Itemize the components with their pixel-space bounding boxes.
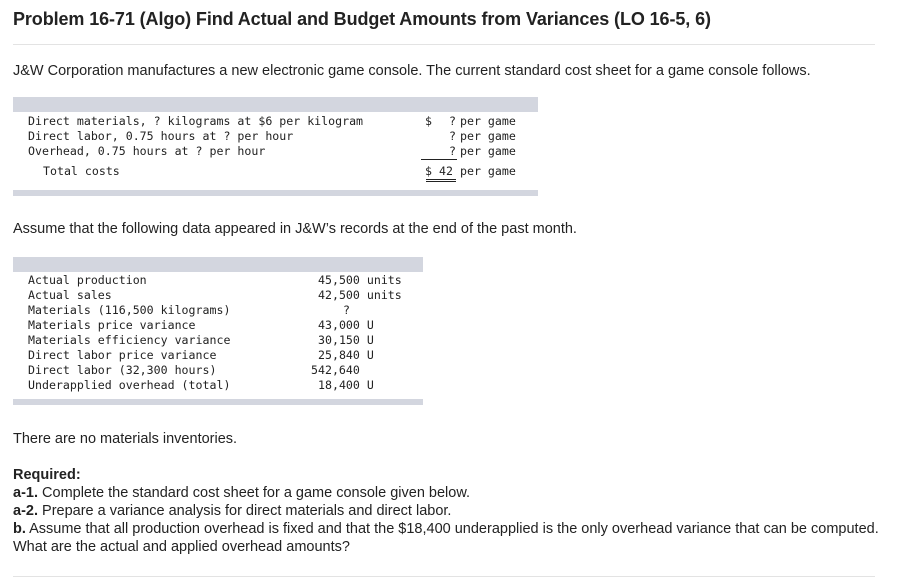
cost-row-label: Direct labor, 0.75 hours at ? per hour (28, 129, 294, 143)
required-item-text: Prepare a variance analysis for direct materials and direct labor. (38, 503, 452, 519)
cost-row-dollar: $ (425, 114, 432, 128)
records-table (13, 257, 423, 407)
record-value: 25,840 U (318, 348, 374, 362)
record-label: Actual production (28, 273, 147, 287)
cost-row-label: Overhead, 0.75 hours at ? per hour (28, 144, 266, 158)
required-item-tag: a-2. (13, 503, 38, 519)
total-label: Total costs (43, 164, 120, 178)
intro-text: J&W Corporation manufactures a new electronic game console. The current standard cost sheet for a game console follows. (13, 63, 811, 79)
record-value: 43,000 U (318, 318, 374, 332)
record-value: 42,500 units (318, 288, 402, 302)
required-heading: Required: (13, 467, 81, 483)
subtotal-underline (421, 159, 457, 160)
record-label: Materials price variance (28, 318, 196, 332)
required-item (13, 502, 888, 520)
required-item (13, 520, 888, 556)
cost-row-unit: per game (460, 144, 516, 158)
required-section (13, 466, 888, 556)
problem-title: Problem 16-71 (Algo) Find Actual and Budget Amounts from Variances (LO 16-5, 6) (13, 9, 711, 29)
total-double-underline (426, 179, 456, 180)
table-footer-bar (13, 399, 423, 405)
cost-row-label: Direct materials, ? kilograms at $6 per kilogram (28, 114, 364, 128)
cost-row-amount: ? (449, 129, 456, 143)
record-value: ? (343, 303, 350, 317)
record-label: Direct labor price variance (28, 348, 217, 362)
required-item-tag: b. (13, 521, 26, 537)
table-header-bar (13, 257, 423, 272)
cost-row-amount: ? (449, 144, 456, 158)
total-amount: $ 42 (425, 164, 453, 178)
record-label: Underapplied overhead (total) (28, 378, 231, 392)
total-double-underline (426, 181, 456, 182)
standard-cost-sheet (13, 97, 538, 197)
required-item (13, 484, 888, 502)
record-label: Materials (116,500 kilograms) (28, 303, 231, 317)
assume-text: Assume that the following data appeared in J&W’s records at the end of the past month. (13, 221, 577, 237)
cost-row-unit: per game (460, 114, 516, 128)
record-label: Materials efficiency variance (28, 333, 231, 347)
total-unit: per game (460, 164, 516, 178)
title-divider (13, 44, 875, 45)
required-item-tag: a-1. (13, 485, 38, 501)
no-inventory-text: There are no materials inventories. (13, 431, 238, 447)
record-value: 18,400 U (318, 378, 374, 392)
cost-row-amount: ? (449, 114, 456, 128)
table-header-bar (13, 97, 538, 112)
record-value: 542,640 (311, 363, 360, 377)
record-label: Direct labor (32,300 hours) (28, 363, 217, 377)
record-label: Actual sales (28, 288, 112, 302)
required-item-text: Assume that all production overhead is fixed and that the $18,400 underapplied is the only overhead variance that can be computed. What are the actual and applied overhead amounts? (13, 521, 879, 555)
record-value: 30,150 U (318, 333, 374, 347)
cost-row-unit: per game (460, 129, 516, 143)
table-footer-bar (13, 190, 538, 196)
required-item-text: Complete the standard cost sheet for a game console given below. (38, 485, 471, 501)
record-value: 45,500 units (318, 273, 402, 287)
bottom-divider (13, 576, 875, 577)
